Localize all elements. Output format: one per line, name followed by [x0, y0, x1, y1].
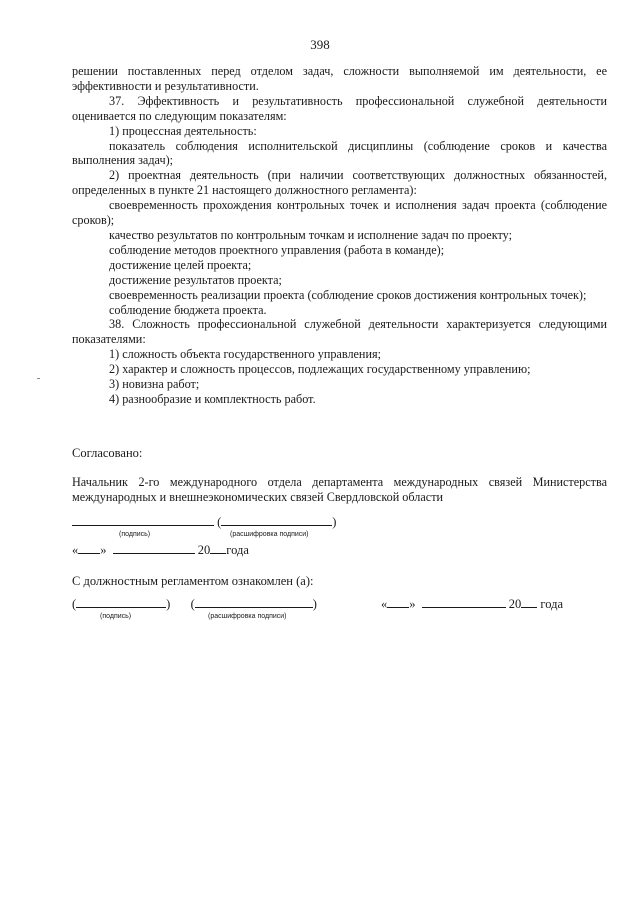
decryption-caption: (расшифровка подписи)	[208, 613, 287, 620]
month-blank[interactable]	[113, 542, 195, 554]
paragraph: 1) сложность объекта государственного управления;	[109, 347, 381, 362]
year-prefix: 20	[197, 543, 211, 557]
open-paren: (	[72, 597, 77, 611]
employee-signature-line	[72, 596, 317, 612]
paragraph: 38. Сложность профессиональной служебной деятельности характеризуется следующими показателями:	[72, 317, 607, 347]
open-paren: (	[190, 597, 195, 611]
close-paren: )	[312, 597, 317, 611]
paragraph: своевременность прохождения контрольных точек и исполнения задач проекта (соблюдение сроков);	[72, 198, 607, 228]
year-suffix: года	[226, 543, 249, 557]
paragraph: достижение целей проекта;	[109, 257, 252, 272]
close-paren: )	[166, 597, 171, 611]
document-body	[72, 64, 607, 407]
quote-close: »	[100, 543, 107, 557]
year-suffix: года	[540, 597, 563, 611]
paragraph: достижение результатов проекта;	[109, 272, 282, 287]
paragraph: своевременность реализации проекта (соблюдение сроков достижения контрольных точек);	[109, 287, 587, 302]
paragraph: соблюдение методов проектного управления (работа в команде);	[109, 242, 445, 257]
agreed-label: Согласовано:	[72, 446, 143, 460]
year-blank[interactable]	[210, 542, 226, 554]
approver-signature-line	[72, 514, 336, 530]
day-blank[interactable]	[387, 596, 409, 608]
quote-open: «	[381, 597, 388, 611]
paragraph: 37. Эффективность и результативность профессиональной служебной деятельности оценивается по следующим показателям:	[72, 93, 607, 123]
signature-caption: (подпись)	[119, 531, 151, 538]
signature-caption: (подпись)	[100, 613, 132, 620]
paragraph: соблюдение бюджета проекта.	[109, 302, 267, 317]
day-blank[interactable]	[78, 542, 100, 554]
paragraph: 1) процессная деятельность:	[109, 123, 257, 138]
paragraph: качество результатов по контрольным точкам и исполнение задач по проекту;	[109, 227, 512, 242]
month-blank[interactable]	[422, 596, 506, 608]
decryption-blank[interactable]	[195, 596, 313, 608]
acknowledgement-label: С должностным регламентом ознакомлен (а):	[72, 574, 314, 588]
paragraph: 2) проектная деятельность (при наличии соответствующих должностных обязанностей, определенных в пункте 21 настоящего должностного регламента):	[72, 168, 607, 198]
quote-close: »	[409, 597, 416, 611]
margin-mark	[37, 378, 40, 379]
year-prefix: 20	[508, 597, 522, 611]
page-number: 398	[310, 37, 330, 52]
decryption-caption: (расшифровка подписи)	[230, 531, 309, 538]
paragraph: 4) разнообразие и комплектность работ.	[109, 391, 316, 406]
paragraph: 2) характер и сложность процессов, подлежащих государственному управлению;	[109, 362, 531, 377]
decryption-blank[interactable]	[221, 514, 332, 526]
approver-position: Начальник 2-го международного отдела департамента международных связей Министерства международных и внешнеэкономических связей Свердловской области	[72, 475, 607, 504]
close-paren: )	[332, 515, 337, 529]
signature-blank[interactable]	[76, 596, 166, 608]
paragraph: показатель соблюдения исполнительской дисциплины (соблюдение сроков и качества выполнения задач);	[72, 138, 607, 168]
signature-blank[interactable]	[72, 514, 214, 526]
approval-date-line	[72, 542, 249, 558]
quote-open: «	[72, 543, 79, 557]
year-blank[interactable]	[521, 596, 537, 608]
acknowledgement-date-line	[381, 596, 563, 612]
paragraph: 3) новизна работ;	[109, 377, 200, 392]
open-paren: (	[217, 515, 222, 529]
paragraph: решении поставленных перед отделом задач, сложности выполняемой им деятельности, ее эффективности и результативности.	[72, 64, 607, 93]
